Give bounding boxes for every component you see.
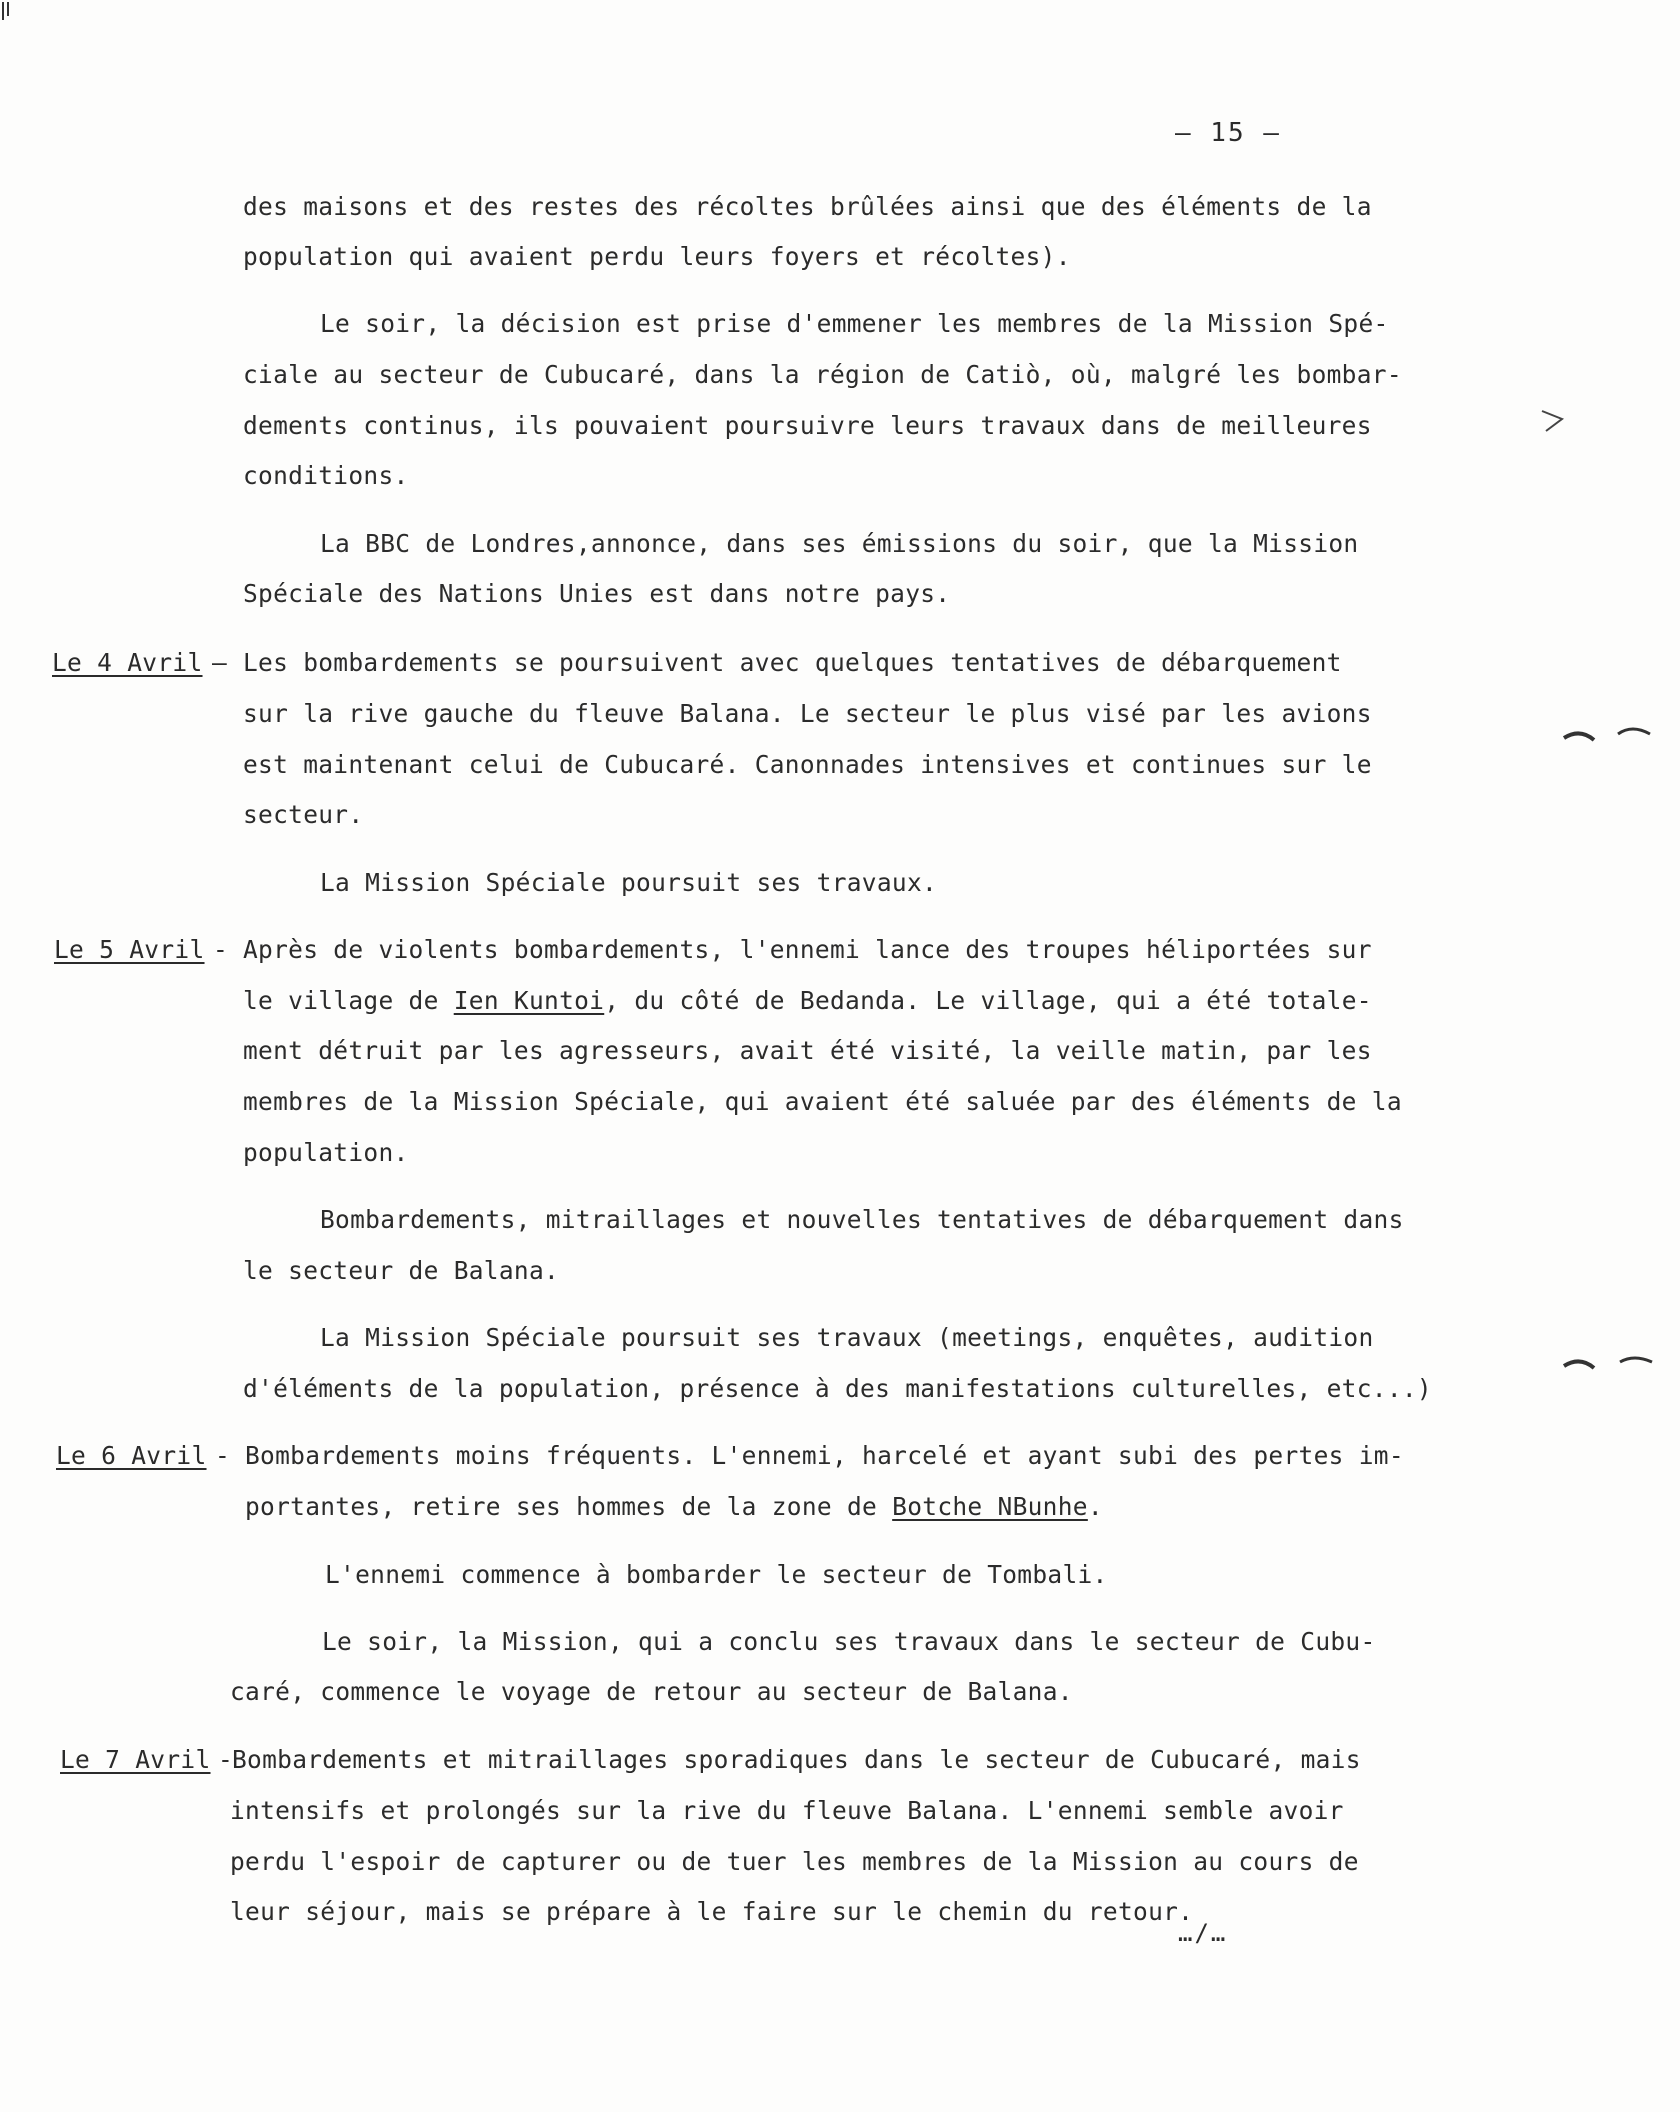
margin-mark-icon (0, 0, 14, 22)
date-separator: - (213, 935, 229, 964)
text-line: Les bombardements se poursuivent avec quelques tentatives de débarquement (243, 648, 1342, 677)
continuation-mark: …/… (1178, 1919, 1228, 1947)
text-line: des maisons et des restes des récoltes brûlées ainsi que des éléments de la (243, 192, 1372, 221)
text-line: secteur. (243, 800, 364, 829)
text-line (245, 1492, 1103, 1522)
date-separator: - (215, 1441, 231, 1470)
text-line: conditions. (243, 461, 409, 490)
date-label: Le 4 Avril (52, 648, 203, 677)
text-line: leur séjour, mais se prépare à le faire sur le chemin du retour. (230, 1897, 1194, 1926)
date-label: Le 6 Avril (56, 1441, 207, 1470)
date-separator: - (218, 1745, 234, 1774)
text-line: est maintenant celui de Cubucaré. Canonnades intensives et continues sur le (243, 750, 1372, 779)
text-line: d'éléments de la population, présence à des manifestations culturelles, etc...) (243, 1374, 1432, 1403)
text-line: ciale au secteur de Cubucaré, dans la région de Catiò, où, malgré les bombar- (243, 360, 1402, 389)
text-line: La Mission Spéciale poursuit ses travaux (meetings, enquêtes, audition (320, 1323, 1374, 1352)
text-line: le secteur de Balana. (243, 1256, 560, 1285)
text-line: ment détruit par les agresseurs, avait été visité, la veille matin, par les (243, 1036, 1372, 1065)
text-line: population. (243, 1138, 409, 1167)
text-segment: le village de (243, 986, 454, 1015)
text-line: intensifs et prolongés sur la rive du fleuve Balana. L'ennemi semble avoir (230, 1796, 1344, 1825)
text-line: dements continus, ils pouvaient poursuivre leurs travaux dans de meilleures (243, 411, 1372, 440)
text-line: caré, commence le voyage de retour au secteur de Balana. (230, 1677, 1073, 1706)
text-line: membres de la Mission Spéciale, qui avaient été saluée par des éléments de la (243, 1087, 1402, 1116)
text-segment: , du côté de Bedanda. Le village, qui a été totale- (604, 986, 1372, 1015)
place-name-ien-kuntoi: Ien Kuntoi (453, 986, 605, 1015)
text-segment: . (1087, 1492, 1103, 1521)
date-label: Le 7 Avril (60, 1745, 211, 1774)
text-line: Bombardements moins fréquents. L'ennemi, harcelé et ayant subi des pertes im- (245, 1441, 1404, 1470)
text-line: Le soir, la Mission, qui a conclu ses travaux dans le secteur de Cubu- (322, 1627, 1376, 1656)
date-separator: — (212, 648, 228, 677)
margin-mark-icon (1560, 1350, 1660, 1380)
date-label: Le 5 Avril (54, 935, 205, 964)
text-line: Après de violents bombardements, l'ennemi lance des troupes héliportées sur (243, 935, 1372, 964)
margin-mark-icon (1560, 720, 1660, 750)
text-line: Bombardements, mitraillages et nouvelles tentatives de débarquement dans (320, 1205, 1404, 1234)
text-line: La Mission Spéciale poursuit ses travaux. (320, 868, 938, 897)
text-line: sur la rive gauche du fleuve Balana. Le secteur le plus visé par les avions (243, 699, 1372, 728)
margin-mark-icon (1538, 405, 1568, 435)
text-line: La BBC de Londres,annonce, dans ses émissions du soir, que la Mission (320, 529, 1359, 558)
text-segment: portantes, retire ses hommes de la zone de (245, 1492, 893, 1521)
page-number: – 15 – (1175, 118, 1281, 148)
text-line: Bombardements et mitraillages sporadiques dans le secteur de Cubucaré, mais (232, 1745, 1361, 1774)
text-line: L'ennemi commence à bombarder le secteur de Tombali. (325, 1560, 1108, 1589)
text-line: Spéciale des Nations Unies est dans notre pays. (243, 579, 951, 608)
text-line: population qui avaient perdu leurs foyers et récoltes). (243, 242, 1071, 271)
text-line: Le soir, la décision est prise d'emmener les membres de la Mission Spé- (320, 309, 1389, 338)
text-line: perdu l'espoir de capturer ou de tuer les membres de la Mission au cours de (230, 1847, 1359, 1876)
place-name-botche-nbunhe: Botche NBunhe (892, 1492, 1088, 1521)
text-line (243, 986, 1372, 1016)
